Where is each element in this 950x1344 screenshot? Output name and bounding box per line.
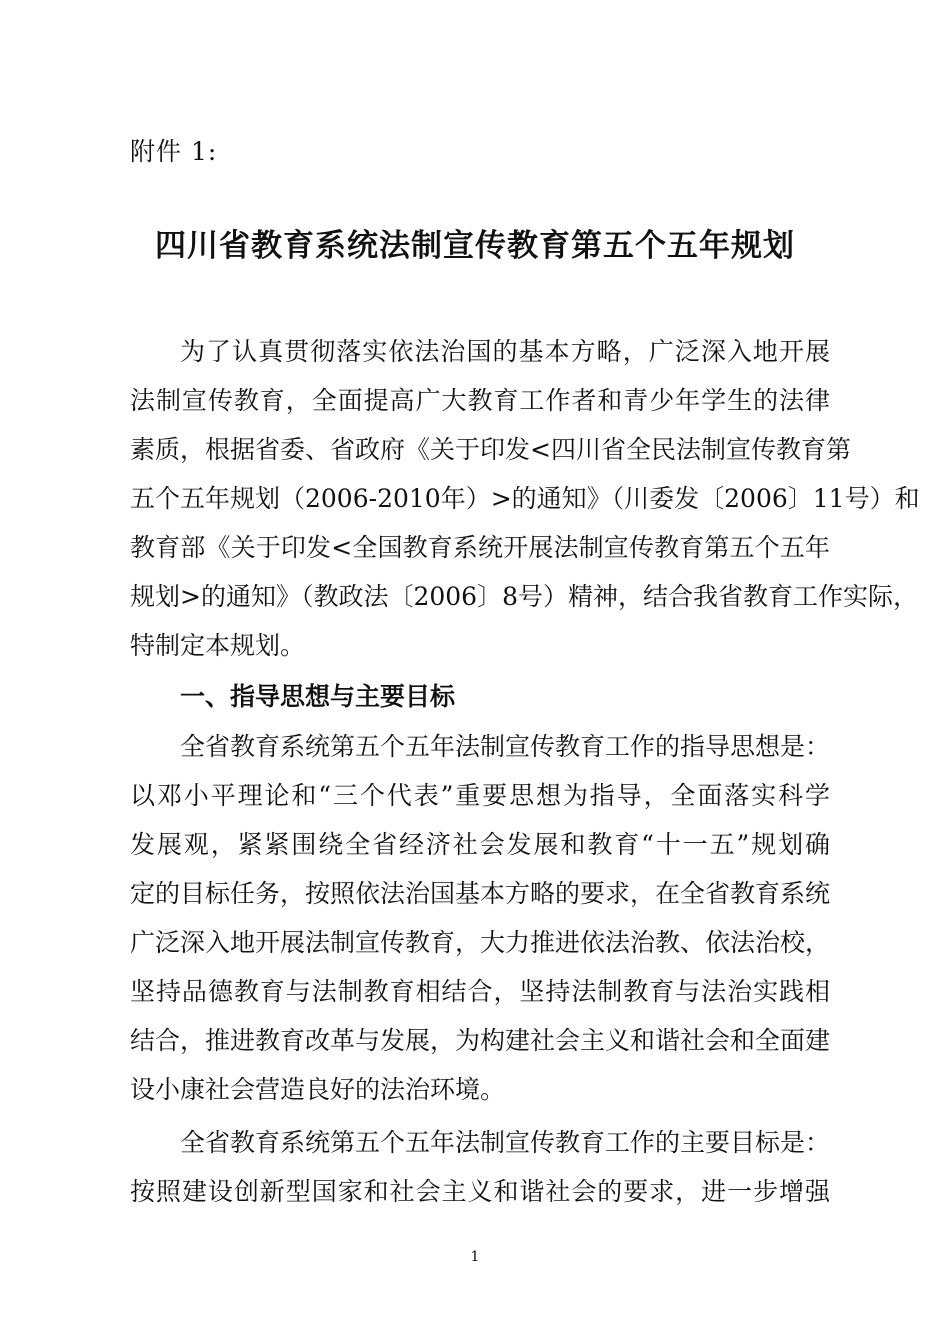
para3-line-1: 全省教育系统第五个五年法制宣传教育工作的主要目标是： [180, 1128, 831, 1157]
para2-line-7: 结合，推进教育改革与发展，为构建社会主义和谐社会和全面建 [130, 1026, 831, 1055]
para2-line-4: 定的目标任务，按照依法治国基本方略的要求，在全省教育系统 [130, 879, 831, 908]
para1-line-7: 特制定本规划。 [130, 631, 306, 660]
para1-line-5: 教育部《关于印发<全国教育系统开展法制宣传教育第五个五年 [130, 533, 830, 562]
para1-line-1: 为了认真贯彻落实依法治国的基本方略，广泛深入地开展 [180, 337, 830, 366]
section-heading: 一、指导思想与主要目标 [180, 682, 456, 711]
para1-line-6: 规划>的通知》（教政法〔2006〕8号）精神，结合我省教育工作实际， [130, 582, 918, 611]
para2-line-8: 设小康社会营造良好的法治环境。 [130, 1075, 506, 1104]
para3-line-2: 按照建设创新型国家和社会主义和谐社会的要求，进一步增强 [130, 1177, 830, 1206]
para2-line-6: 坚持品德教育与法制教育相结合，坚持法制教育与法治实践相 [130, 977, 830, 1006]
document-title: 四川省教育系统法制宣传教育第五个五年规划 [155, 228, 795, 264]
page-number: 1 [470, 1249, 480, 1265]
para2-line-5: 广泛深入地开展法制宣传教育，大力推进依法治教、依法治校， [130, 928, 831, 957]
para1-line-3: 素质，根据省委、省政府《关于印发<四川省全民法制宣传教育第 [130, 435, 851, 464]
para1-line-4: 五个五年规划（2006-2010年）>的通知》（川委发〔2006〕11号）和 [130, 484, 920, 513]
attachment-label: 附件 1: [130, 137, 218, 166]
para2-line-3: 发展观，紧紧围绕全省经济社会发展和教育“十一五”规划确 [130, 830, 830, 859]
para2-line-1: 全省教育系统第五个五年法制宣传教育工作的指导思想是： [180, 732, 831, 761]
para2-line-2: 以邓小平理论和“三个代表”重要思想为指导，全面落实科学 [130, 781, 830, 810]
para1-line-2: 法制宣传教育，全面提高广大教育工作者和青少年学生的法律 [130, 386, 830, 415]
